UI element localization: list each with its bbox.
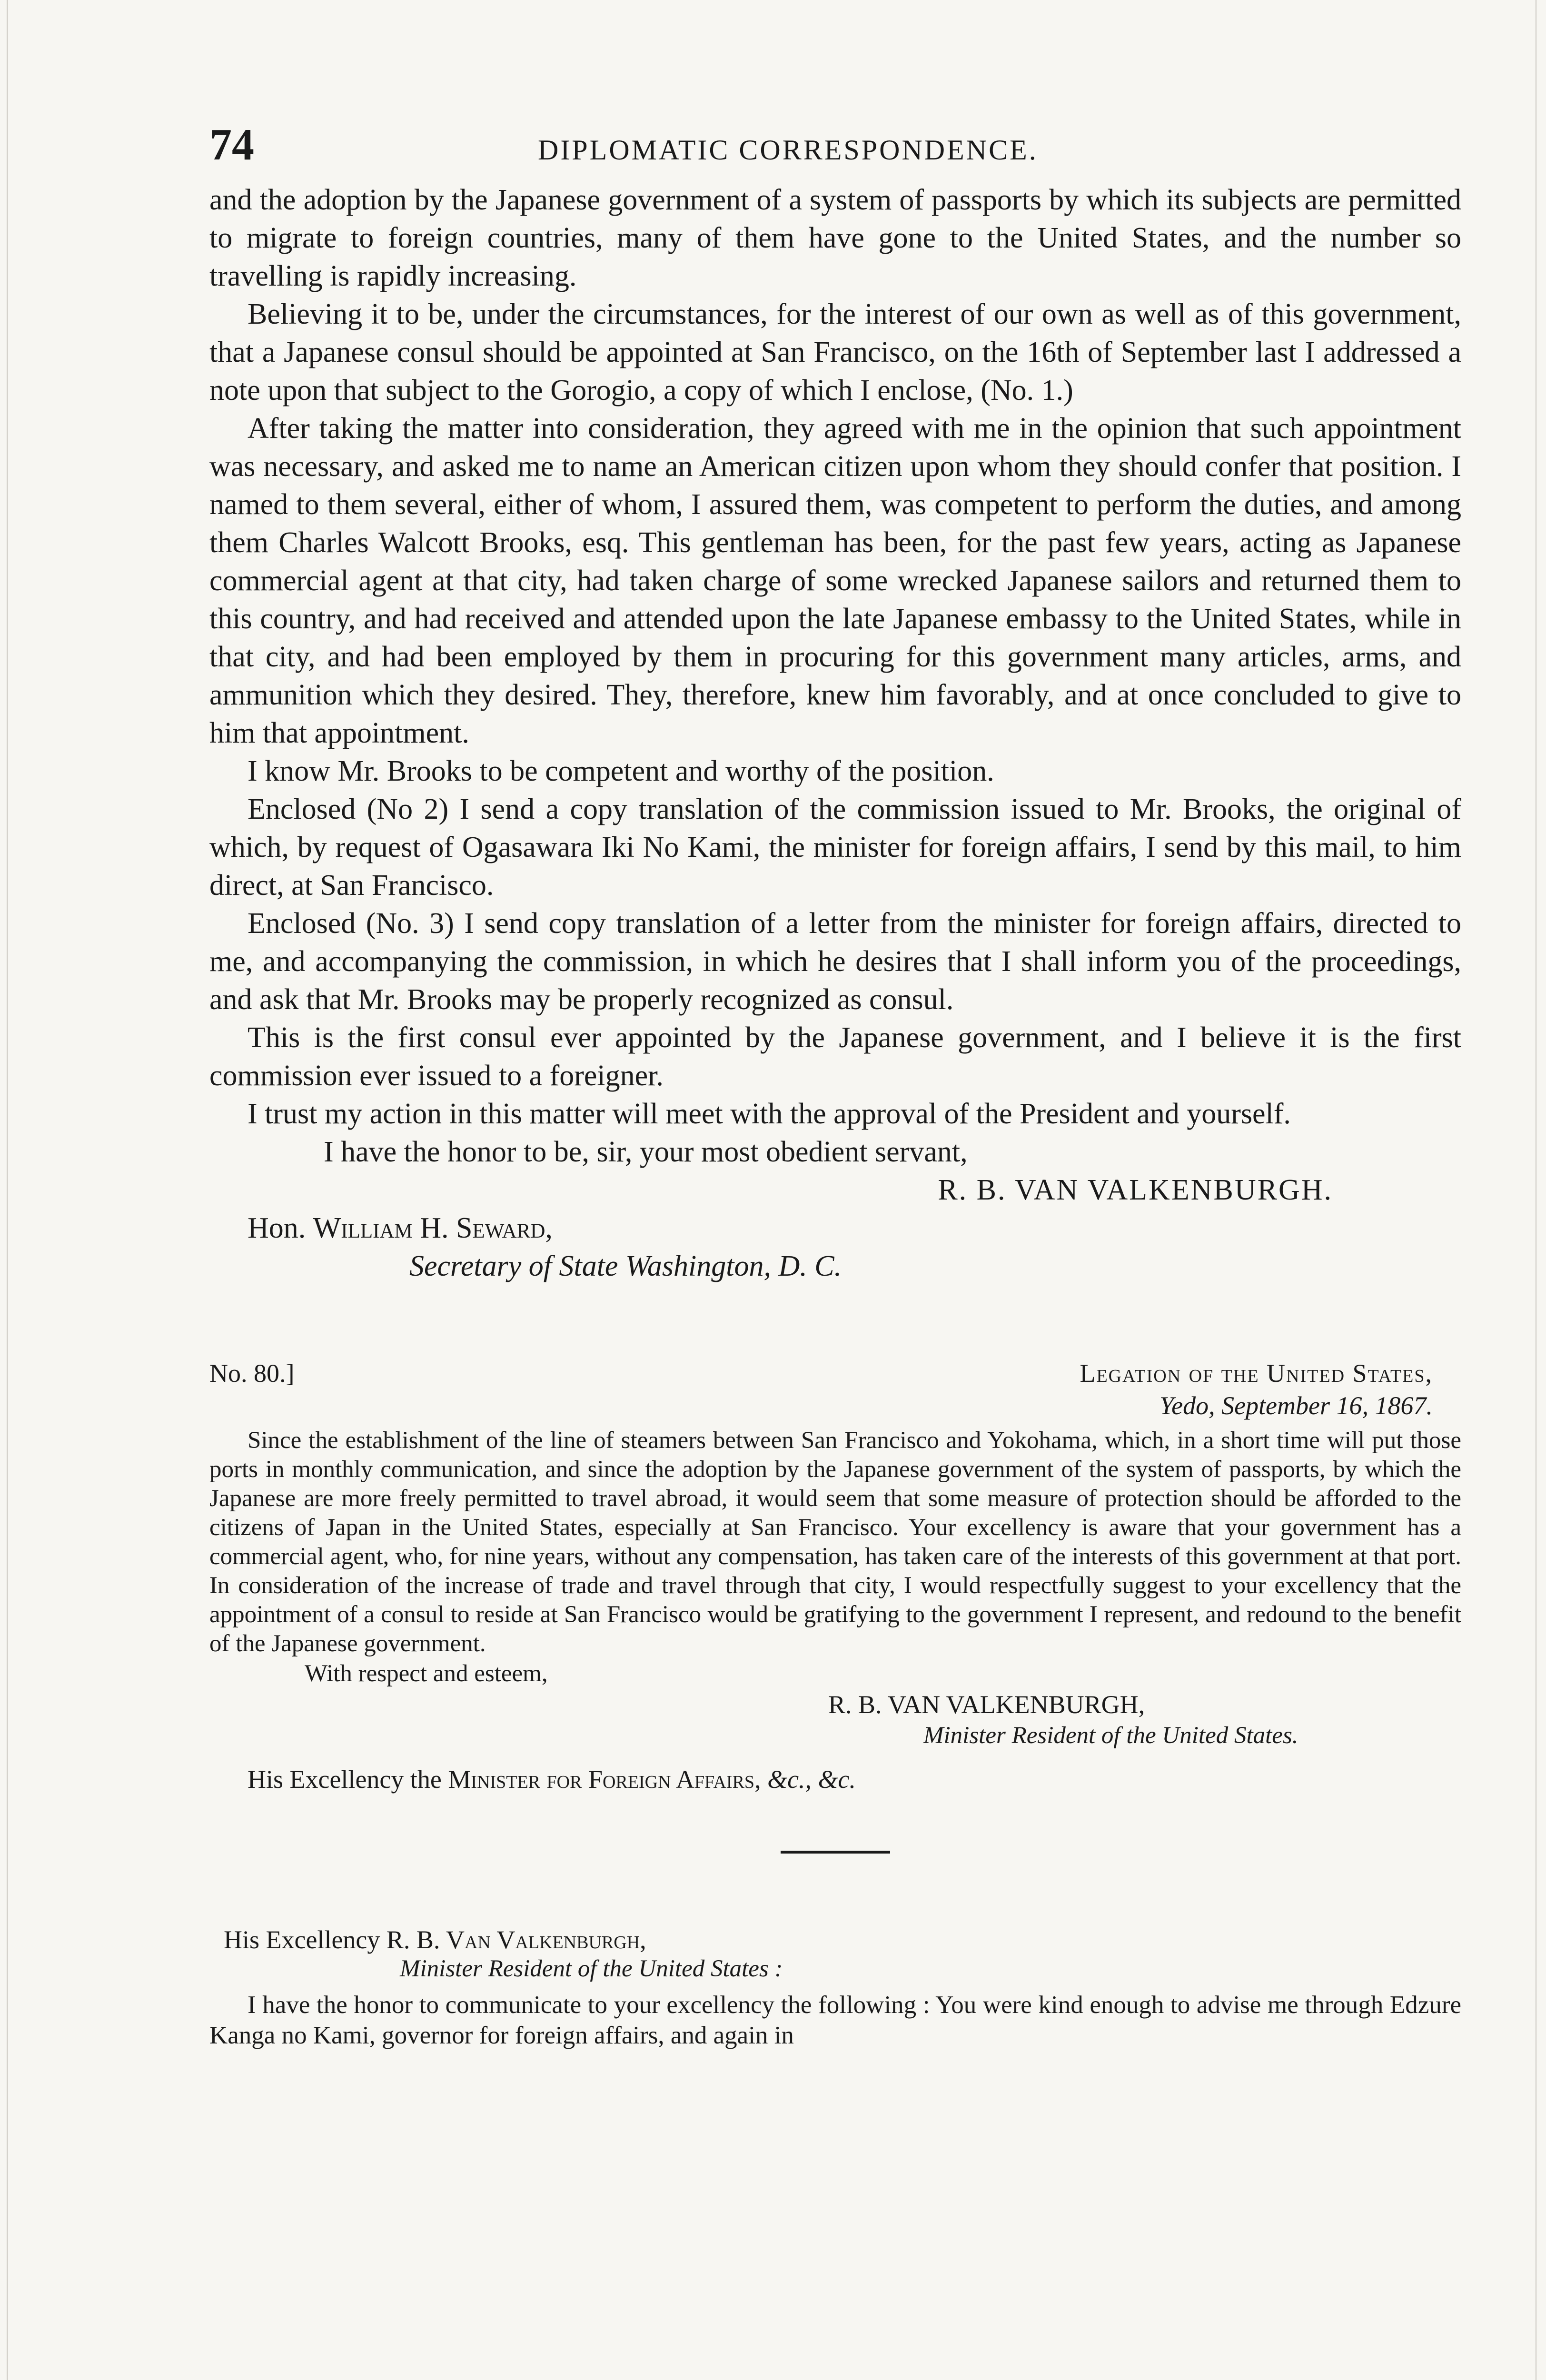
reply-addressee <box>209 1925 1461 1954</box>
legation-heading: Legation of the United States, <box>1080 1359 1433 1388</box>
note-paragraph: Since the establishment of the line of steamers between San Francisco and Yokohama, which, in a short time will put those ports in monthly communication, and since the adoption by the Japanese government of the system of passports, by which the Japanese are more freely permitted to travel abroad, it would seem that some measure of protection should be afforded to the citizens of Japan in the United States, especially at San Francisco. Your excellency is aware that your government has a commercial agent, who, for nine years, without any compensation, has taken care of the interests of this government at that port. In consideration of the increase of trade and travel through that city, I would respectfully suggest to your excellency that the appointment of a consul to reside at San Francisco would be gratifying to the government I represent, and redound to the benefit of the Japanese government. <box>209 1427 1461 1657</box>
scan-edge-left <box>7 0 8 2380</box>
letter-closing: I have the honor to be, sir, your most obedient servant, <box>324 1136 968 1168</box>
letter-paragraph: Believing it to be, under the circumstances, for the interest of our own as well as of this government, that a Japanese consul should be appointed at San Francisco, on the 16th of September last I addressed a note upon that subject to the Gorogio, a copy of which I enclose, (No. 1.) <box>209 298 1461 407</box>
letter-addressee <box>209 1209 1461 1247</box>
letter-signature: R. B. VAN VALKENBURGH. <box>938 1174 1333 1206</box>
reply-addressee-prefix: His Excellency <box>224 1925 380 1954</box>
note-addressee-suffix: &c., &c. <box>767 1765 856 1794</box>
note-addressee-name: Minister for Foreign Affairs, <box>448 1765 761 1794</box>
note-signature-title: Minister Resident of the United States. <box>923 1722 1298 1749</box>
running-head: DIPLOMATIC CORRESPONDENCE. <box>538 134 1038 166</box>
note-number: No. 80.] <box>209 1359 295 1388</box>
page-number: 74 <box>209 120 254 169</box>
letter-body <box>209 181 1461 1133</box>
note-80-body <box>209 1426 1461 1658</box>
note-date: Yedo, September 16, 1867. <box>1160 1391 1433 1420</box>
addressee-title: Secretary of State Washington, D. C. <box>409 1250 842 1282</box>
reply-paragraph: I have the honor to communicate to your excellency the following : You were kind enough to advise me through Edzure Kanga no Kami, governor for foreign affairs, and again in <box>209 1991 1461 2049</box>
reply-addressee-title: Minister Resident of the United States : <box>400 1955 783 1982</box>
letter-paragraph: Enclosed (No 2) I send a copy translation of the commission issued to Mr. Brooks, the original of which, by request of Ogasawara Iki No Kami, the minister for foreign affairs, I send by this mail, to him direct, at San Francisco. <box>209 793 1461 902</box>
note-addressee-prefix: His Excellency the <box>248 1765 442 1794</box>
note-closing: With respect and esteem, <box>305 1660 548 1687</box>
reply-addressee-name: R. B. Van Valkenburgh, <box>386 1925 646 1954</box>
document-page <box>209 119 1461 2051</box>
section-divider <box>781 1851 890 1854</box>
letter-paragraph: I trust my action in this matter will meet with the approval of the President and yourself. <box>248 1098 1291 1130</box>
addressee-prefix: Hon. <box>248 1212 306 1244</box>
letter-paragraph: Enclosed (No. 3) I send copy translation of a letter from the minister for foreign affairs, directed to me, and accompanying the commission, in which he desires that I shall inform you of the proceedings, and ask that Mr. Brooks may be properly recognized as consul. <box>209 907 1461 1016</box>
page-header <box>209 119 1461 181</box>
letter-paragraph: and the adoption by the Japanese government of a system of passports by which its subjects are permitted to migrate to foreign countries, many of them have gone to the United States, and the number so travelling is rapidly increasing. <box>209 184 1461 292</box>
letter-paragraph: After taking the matter into consideration, they agreed with me in the opinion that such appointment was necessary, and asked me to name an American citizen upon whom they should confer that position. I named to them several, either of whom, I assured them, was competent to perform the duties, and among them Charles Walcott Brooks, esq. This gentleman has been, for the past few years, acting as Japanese commercial agent at that city, had taken charge of some wrecked Japanese sailors and returned them to this country, and had received and attended upon the late Japanese embassy to the United States, while in that city, and had been employed by them in procuring for this government many articles, arms, and ammunition which they desired. They, therefore, knew him favorably, and at once concluded to give to him that appointment. <box>209 412 1461 749</box>
letter-paragraph: I know Mr. Brooks to be competent and worthy of the position. <box>248 755 994 787</box>
note-addressee <box>209 1760 1461 1798</box>
note-signature: R. B. VAN VALKENBURGH, <box>828 1690 1145 1719</box>
reply-body <box>209 1990 1461 2051</box>
note-80-heading <box>209 1357 1461 1390</box>
addressee-name: William H. Seward, <box>313 1212 553 1244</box>
letter-paragraph: This is the first consul ever appointed by the Japanese government, and I believe it is the first commission ever issued to a foreigner. <box>209 1021 1461 1092</box>
